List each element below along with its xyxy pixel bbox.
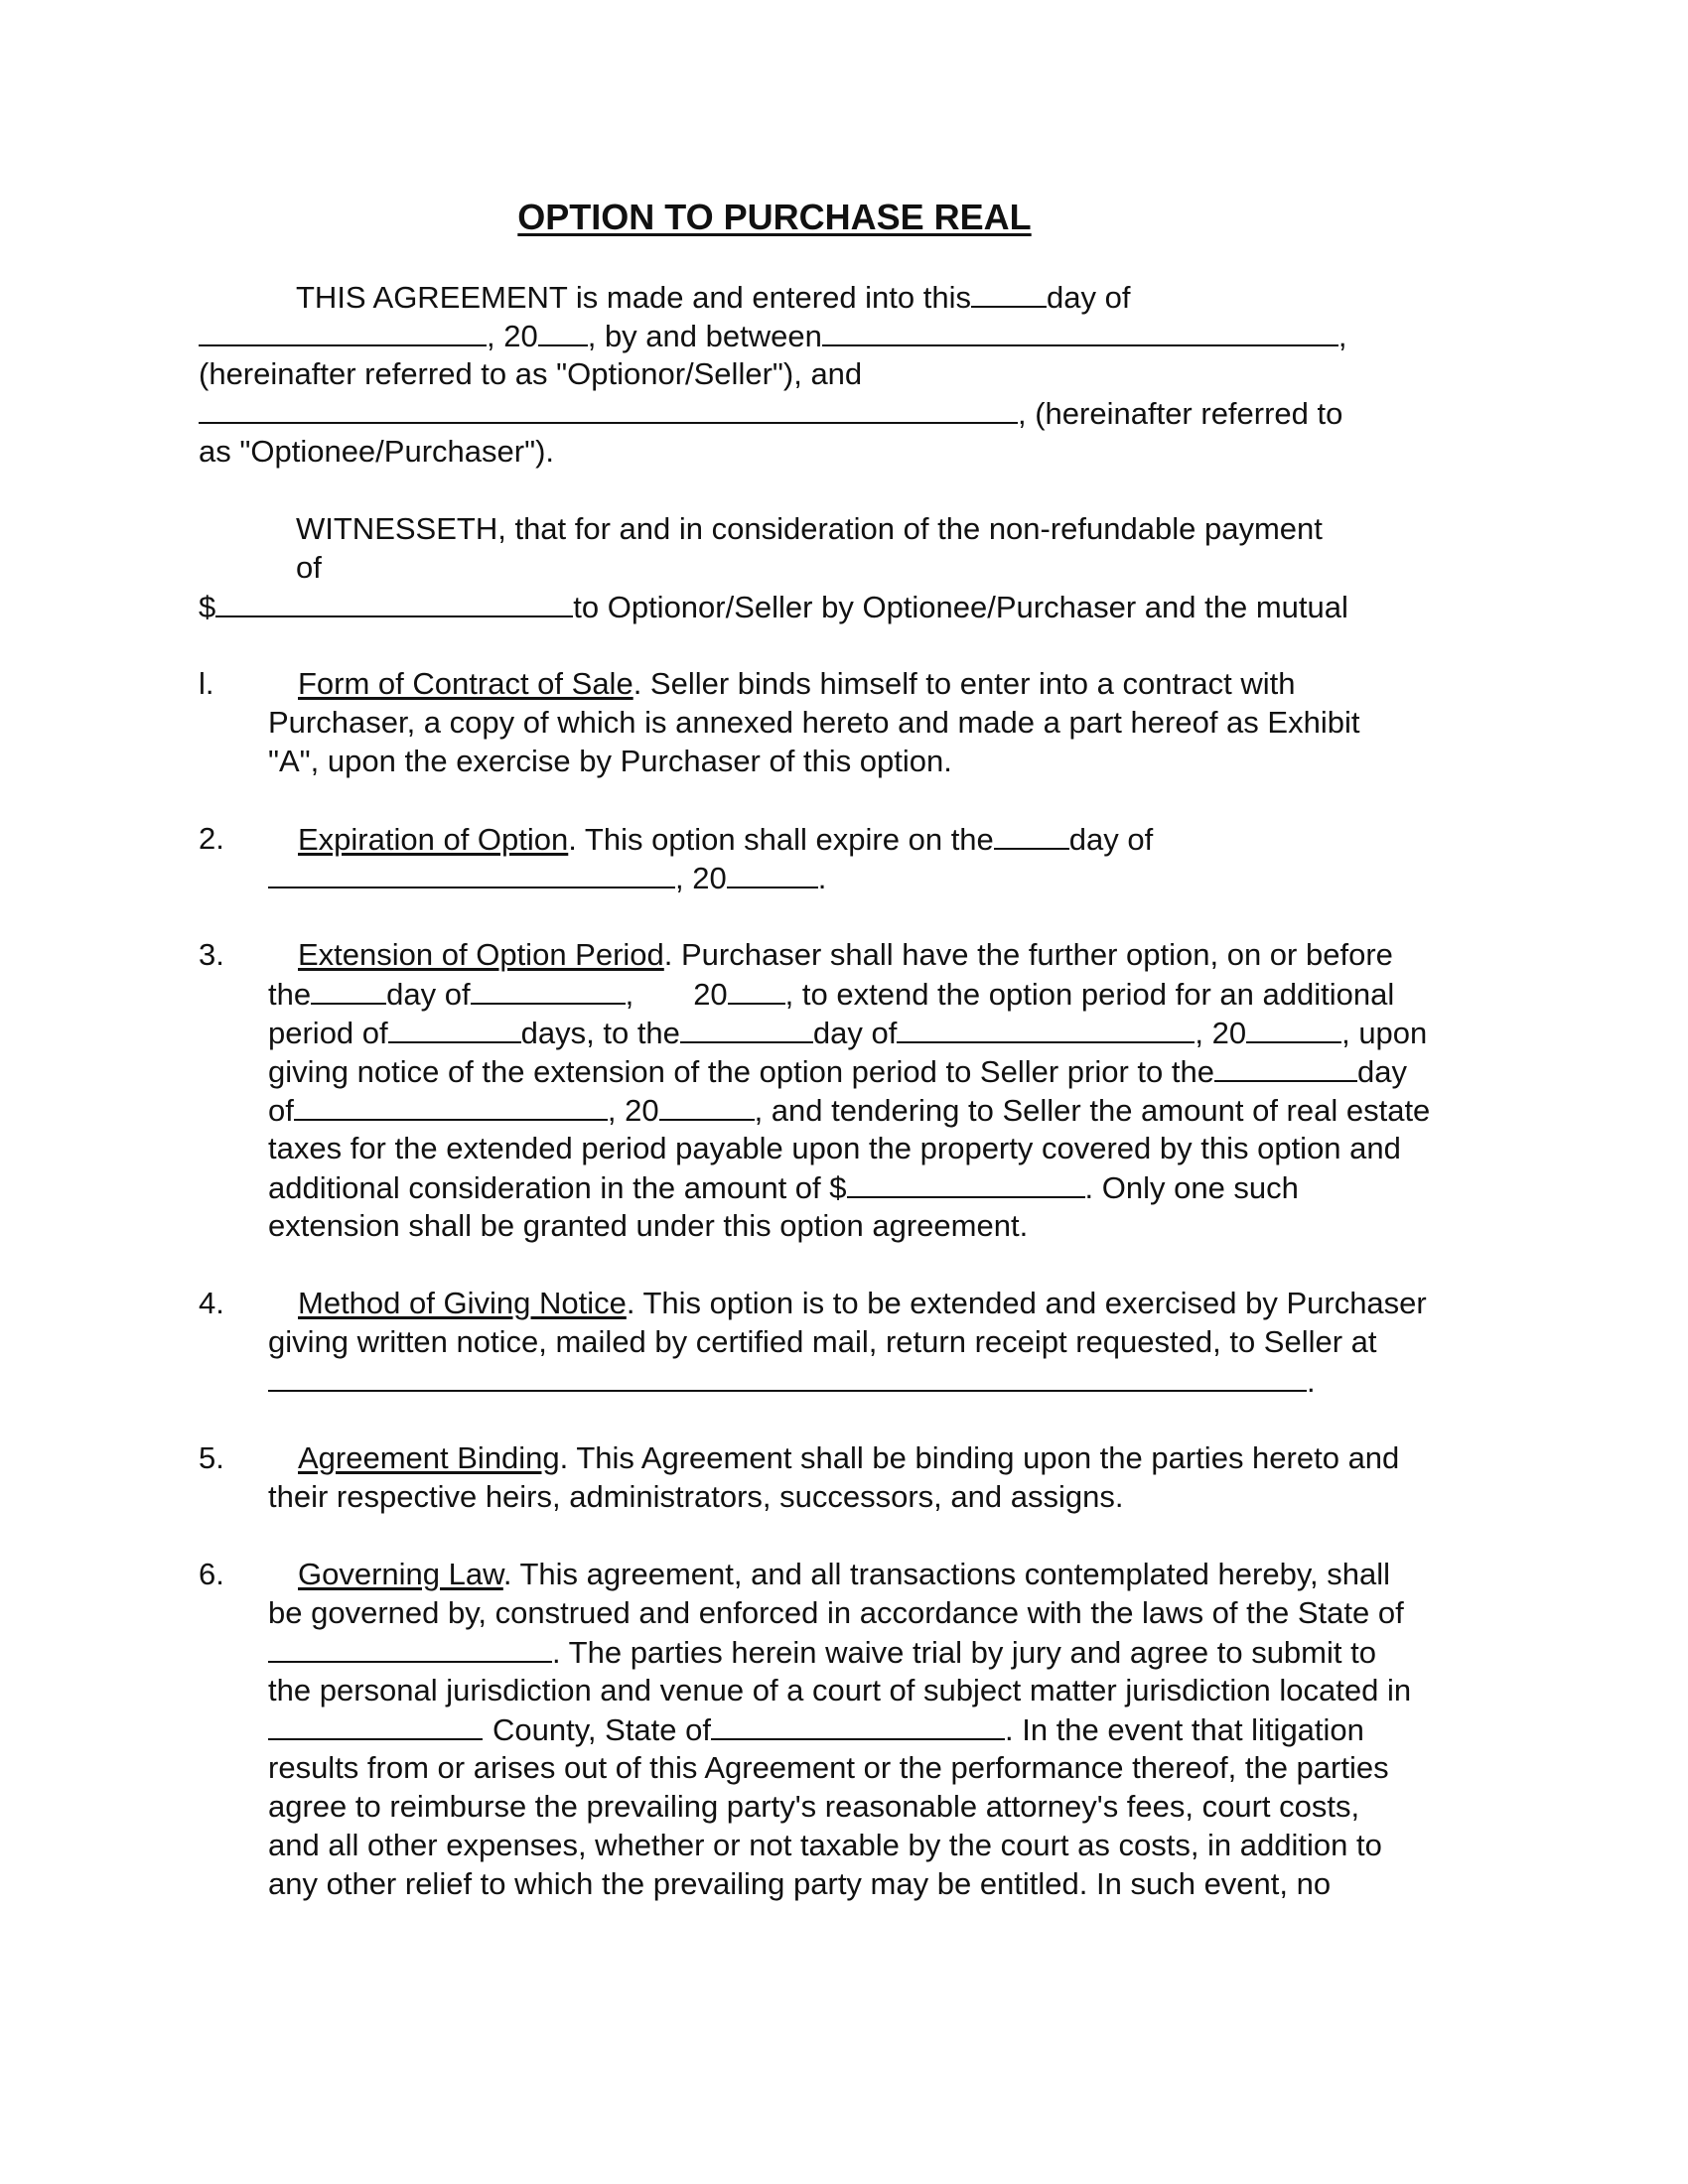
notice-prior-month-blank[interactable] (294, 1091, 608, 1121)
intro-line-5: as "Optionee/Purchaser"). (199, 434, 555, 469)
section-6-line-8: and all other expenses, whether or not taxable by the court as costs, in addition to (268, 1828, 1382, 1862)
section-3-line-6: taxes for the extended period payable upon the property covered by this option and (268, 1131, 1401, 1165)
section-6-line-3: . The parties herein waive trial by jury and agree to submit to (268, 1633, 1376, 1672)
section-6-line-7: agree to reimburse the prevailing party's reasonable attorney's fees, court costs, (268, 1789, 1360, 1824)
optionor-name-blank[interactable] (822, 317, 1338, 346)
expiration-day-blank[interactable] (994, 820, 1069, 850)
section-3-number: 3. (199, 937, 224, 972)
document-title: OPTION TO PURCHASE REAL (517, 197, 1032, 237)
section-5-line-2: their respective heirs, administrators, successors, and assigns. (268, 1479, 1124, 1514)
extension-notice-month-blank[interactable] (471, 975, 626, 1005)
section-1-line-2: Purchaser, a copy of which is annexed hereto and made a part hereof as Exhibit (268, 705, 1360, 740)
section-2-line-2: , 20 . (268, 859, 826, 897)
section-3-line-5: of , 20 , and tendering to Seller the amount of real estate (268, 1093, 1431, 1128)
section-1-line-3: "A", upon the exercise by Purchaser of this option. (268, 744, 952, 778)
intro-line-1: THIS AGREEMENT is made and entered into this day of (296, 280, 1131, 315)
governing-state-blank[interactable] (268, 1633, 552, 1663)
section-6-number: 6. (199, 1557, 224, 1591)
year-blank[interactable] (538, 317, 588, 346)
section-2-line-1: Expiration of Option. This option shall expire on the day of (298, 822, 1154, 857)
day-blank[interactable] (971, 278, 1047, 308)
section-3-line-2: the day of , 20 , to extend the option period for an additional (268, 977, 1395, 1012)
section-5-number: 5. (199, 1440, 224, 1475)
extension-end-year-blank[interactable] (1246, 1014, 1341, 1043)
section-1-line-1: Form of Contract of Sale. Seller binds himself to enter into a contract with (298, 666, 1296, 701)
section-4-heading: Method of Giving Notice (298, 1286, 627, 1320)
section-6-line-4: the personal jurisdiction and venue of a court of subject matter jurisdiction located in (268, 1673, 1412, 1707)
witness-line-2: of (296, 550, 322, 585)
expiration-month-blank[interactable] (268, 859, 675, 888)
extension-notice-day-blank[interactable] (311, 975, 386, 1005)
section-6-line-9: any other relief to which the prevailing party may be entitled. In such event, no (268, 1866, 1332, 1901)
section-4-line-1: Method of Giving Notice. This option is to be extended and exercised by Purchaser (298, 1286, 1427, 1320)
witness-line-1: WITNESSETH, that for and in consideration of the non-refundable payment (296, 511, 1323, 546)
month-blank[interactable] (199, 317, 487, 346)
section-3-line-8: extension shall be granted under this option agreement. (268, 1208, 1029, 1243)
section-3-line-7: additional consideration in the amount of $ . Only one such (268, 1170, 1299, 1205)
intro-line-3: (hereinafter referred to as "Optionor/Seller"), and (199, 356, 863, 391)
section-3-line-4: giving notice of the extension of the option period to Seller prior to the day (268, 1054, 1407, 1089)
section-6-line-2: be governed by, construed and enforced in accordance with the laws of the State of (268, 1595, 1404, 1630)
section-1-number: l. (199, 666, 214, 701)
section-6-line-1: Governing Law. This agreement, and all transactions contemplated hereby, shall (298, 1557, 1390, 1591)
section-1-heading: Form of Contract of Sale (298, 666, 633, 701)
section-3-line-3: period of days, to the day of , 20 , upon (268, 1016, 1428, 1050)
additional-consideration-blank[interactable] (847, 1168, 1085, 1198)
venue-state-blank[interactable] (711, 1710, 1005, 1740)
section-2-heading: Expiration of Option (298, 822, 569, 857)
extension-end-day-blank[interactable] (680, 1014, 813, 1043)
extension-end-month-blank[interactable] (897, 1014, 1195, 1043)
seller-address-blank[interactable] (268, 1362, 1307, 1392)
section-2-number: 2. (199, 821, 224, 856)
section-3-line-1: Extension of Option Period. Purchaser shall have the further option, on or before (298, 937, 1393, 972)
notice-prior-year-blank[interactable] (659, 1091, 755, 1121)
section-4-number: 4. (199, 1286, 224, 1320)
section-3-heading: Extension of Option Period (298, 937, 664, 972)
expiration-year-blank[interactable] (727, 859, 818, 888)
venue-county-blank[interactable] (268, 1710, 483, 1740)
section-6-line-5: County, State of . In the event that litigation (268, 1710, 1364, 1749)
intro-line-4: , (hereinafter referred to (199, 394, 1342, 433)
section-5-line-1: Agreement Binding. This Agreement shall be binding upon the parties hereto and (298, 1440, 1400, 1475)
section-5-heading: Agreement Binding (298, 1440, 560, 1475)
payment-amount-blank[interactable] (215, 588, 573, 617)
extension-days-blank[interactable] (388, 1014, 521, 1043)
optionee-name-blank[interactable] (199, 394, 1018, 424)
witness-line-3: $ to Optionor/Seller by Optionee/Purchaser and the mutual (199, 590, 1348, 624)
extension-notice-year-blank[interactable] (728, 975, 785, 1005)
section-4-line-2: giving written notice, mailed by certified mail, return receipt requested, to Seller at (268, 1324, 1377, 1359)
section-6-line-6: results from or arises out of this Agreement or the performance thereof, the parties (268, 1750, 1389, 1785)
section-6-heading: Governing Law (298, 1557, 503, 1591)
section-4-line-3: . (268, 1362, 1316, 1401)
notice-prior-day-blank[interactable] (1214, 1052, 1357, 1082)
intro-line-2: , 20 , by and between , (199, 317, 1346, 355)
